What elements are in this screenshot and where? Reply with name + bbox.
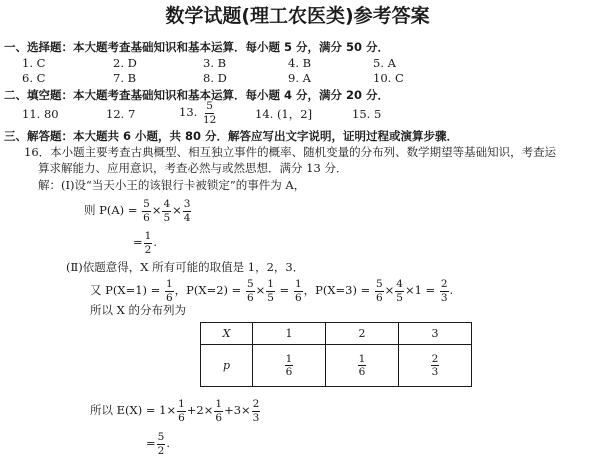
fraction: $\frac{5}{12}$ — [202, 100, 217, 126]
fraction: $\frac{1}{5}$ — [267, 278, 274, 304]
fraction: $\frac{2}{3}$ — [440, 278, 448, 304]
section3-header: 三、解答题：本大题共 6 小题，共 80 分．解答应写出文字说明，证明过程或演算步骤． — [4, 129, 459, 143]
section2-header: 二、填空题：本大题考查基础知识和基本运算．每小题 4 分，满分 20 分． — [4, 88, 390, 102]
fraction: $\frac{4}{5}$ — [163, 198, 171, 224]
fraction: $\frac{2}{3}$ — [252, 398, 260, 424]
fraction: $\frac{1}{2}$ — [144, 230, 152, 256]
answer-12: 12. 7 — [106, 107, 136, 121]
table-cell: 2 — [326, 323, 399, 345]
distribution-table — [200, 322, 472, 387]
answer-6: 6. C — [22, 71, 46, 85]
answer-7: 7. B — [113, 71, 137, 85]
answer-3: 3. B — [203, 56, 227, 70]
answer-1: 1. C — [22, 56, 46, 70]
fraction: $\frac{1}{6}$ — [215, 398, 223, 424]
table-row — [201, 345, 472, 387]
answer-14: 14. (1，2] — [255, 107, 313, 121]
problem16-desc-line1: 16．本小题主要考查古典概型、相互独立事件的概率、随机变量的分布列、数学期望等基础知识，考查运 — [24, 145, 557, 159]
solution-intro: 解：(Ⅰ)设“当天小王的该银行卡被锁定”的事件为 A， — [38, 178, 306, 192]
answer-5: 5. A — [373, 56, 396, 70]
table-cell: 3 — [399, 323, 472, 345]
distribution-intro: 所以 X 的分布列为 — [90, 303, 186, 317]
answer-11: 11. 80 — [22, 107, 59, 121]
table-cell — [253, 345, 326, 387]
answer-15: 15. 5 — [352, 107, 382, 121]
answer-10: 10. C — [373, 71, 404, 85]
section1-header: 一、选择题：本大题考查基础知识和基本运算．每小题 5 分，满分 50 分． — [4, 40, 390, 54]
fraction: $\frac{5}{2}$ — [157, 431, 165, 457]
answer-8: 8. D — [203, 71, 227, 85]
fraction: $\frac{5}{6}$ — [375, 278, 383, 304]
answer-13: 13. $\frac{5}{12}$ — [179, 100, 217, 126]
equation-pa: 则 P(A) = $\frac{5}{6}$ × $\frac{4}{5}$ × $\frac{3}{4}$ — [84, 198, 191, 224]
table-cell — [326, 345, 399, 387]
table-cell: 1 — [253, 323, 326, 345]
fraction: $\frac{1}{6}$ — [178, 398, 185, 424]
fraction: $\frac{1}{6}$ — [358, 352, 366, 378]
problem16-desc-line2: 算求解能力、应用意识，考查必然与或然思想．满分 13 分． — [38, 161, 348, 175]
table-header-cell: p — [201, 345, 253, 387]
part2-intro: (Ⅱ)依题意得，X 所有可能的取值是 1，2，3． — [66, 260, 305, 274]
fraction: $\frac{3}{4}$ — [183, 198, 191, 224]
answer-9: 9. A — [288, 71, 311, 85]
fraction: $\frac{1}{6}$ — [285, 352, 293, 378]
answer-2: 2. D — [113, 56, 137, 70]
fraction: $\frac{5}{6}$ — [143, 198, 150, 224]
fraction: $\frac{1}{6}$ — [165, 278, 173, 304]
page-title: 数学试题(理工农医类)参考答案 — [165, 5, 430, 27]
equation-ex-result: = $\frac{5}{2}$ . — [146, 431, 170, 457]
fraction: $\frac{5}{6}$ — [246, 278, 254, 304]
answer-4: 4. B — [288, 56, 312, 70]
equation-pa-result: = $\frac{1}{2}$ . — [133, 230, 157, 256]
fraction: $\frac{1}{6}$ — [294, 278, 302, 304]
table-header-cell: X — [201, 323, 253, 345]
table-row — [201, 323, 472, 345]
fraction: $\frac{4}{5}$ — [396, 278, 403, 304]
fraction: $\frac{2}{3}$ — [431, 352, 439, 378]
table-cell — [399, 345, 472, 387]
equation-ex: 所以 E(X) = 1× $\frac{1}{6}$ +2× $\frac{1}{6}$ +3× $\frac{2}{3}$ — [90, 398, 260, 424]
equation-px: 又 P(X=1) = $\frac{1}{6}$ ，P(X=2) = $\frac{5}{6}$ × $\frac{1}{5}$ = $\frac{1}{6}$ ，P(X=3) = $\frac{5}{6}$ × $\frac{4}{5}$ ×1 = $\frac{2}{3}$ . — [90, 278, 454, 304]
